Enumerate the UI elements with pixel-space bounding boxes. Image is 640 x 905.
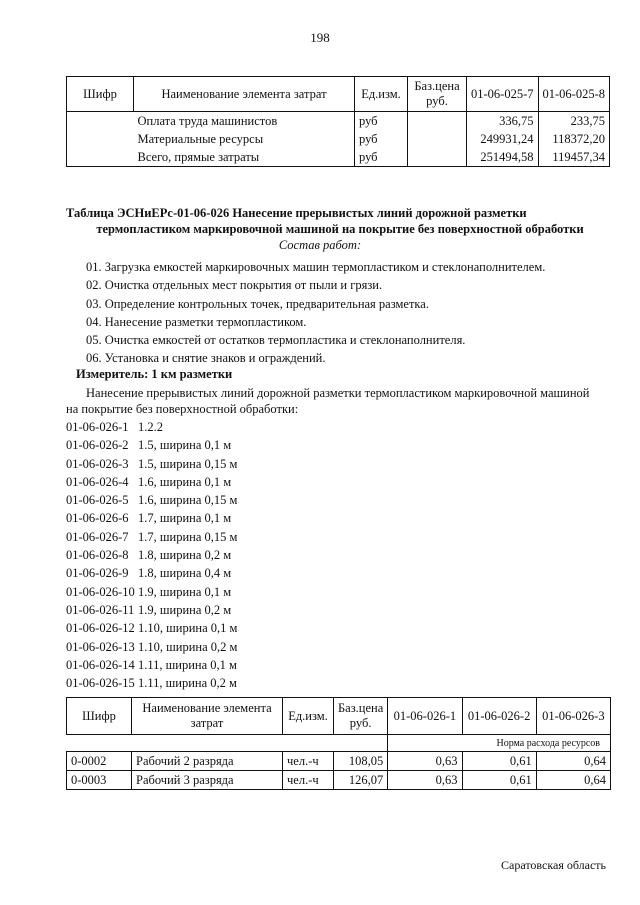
section-title-line2: термопластиком маркировочной машиной на покрытие без поверхностной обработки <box>96 222 584 236</box>
section-title <box>66 205 614 237</box>
list-item <box>66 436 237 454</box>
code: 01-06-026-12 <box>66 621 135 636</box>
row-unit: чел.-ч <box>283 752 334 771</box>
table-row <box>67 771 611 790</box>
code-text: 1.7, ширина 0,1 м <box>138 511 232 526</box>
row-value-2: 118372,20 <box>538 130 610 148</box>
list-item <box>66 509 237 527</box>
row-name: Рабочий 2 разряда <box>132 752 283 771</box>
row-base: 126,07 <box>334 771 388 790</box>
code-text: 1.7, ширина 0,15 м <box>138 529 238 544</box>
table-row <box>67 148 610 167</box>
code-text: 1.10, ширина 0,2 м <box>138 639 238 654</box>
row-code <box>67 148 134 167</box>
header-col-025-7: 01-06-025-7 <box>467 77 539 112</box>
row-value-1: 336,75 <box>467 112 539 131</box>
list-item <box>66 491 237 509</box>
table-row <box>67 130 610 148</box>
resources-table-026 <box>66 697 611 790</box>
code: 01-06-026-1 <box>66 420 129 434</box>
row-code: 0-0002 <box>67 752 132 771</box>
code-text: 1.10, ширина 0,1 м <box>138 621 238 636</box>
header-code: Шифр <box>67 77 134 112</box>
code-text: 1.8, ширина 0,4 м <box>138 566 232 581</box>
row-value-3: 0,64 <box>536 752 610 771</box>
list-item <box>66 546 237 564</box>
row-unit: руб <box>355 130 408 148</box>
code: 01-06-026-9 <box>66 566 129 581</box>
code-text: 1.9, ширина 0,1 м <box>138 584 232 599</box>
list-item <box>66 564 237 582</box>
header-col-026-1: 01-06-026-1 <box>388 698 462 735</box>
row-value-1: 0,63 <box>388 771 462 790</box>
header-base-price: Баз.цена руб. <box>334 698 388 735</box>
list-item <box>66 583 237 601</box>
code: 01-06-026-8 <box>66 548 129 563</box>
description <box>66 385 614 417</box>
code: 01-06-026-13 <box>66 639 135 654</box>
row-value-3: 0,64 <box>536 771 610 790</box>
norma-row <box>67 735 611 752</box>
list-item <box>66 528 237 546</box>
code-text: 1.6, ширина 0,15 м <box>138 493 238 508</box>
row-name: Материальные ресурсы <box>134 130 355 148</box>
description-line2: на покрытие без поверхностной обработки: <box>66 402 299 416</box>
row-base <box>408 112 467 131</box>
row-base <box>408 130 467 148</box>
codes-list <box>66 418 237 692</box>
works-list <box>86 258 545 368</box>
row-unit: руб <box>355 112 408 131</box>
row-value-2: 0,61 <box>462 771 536 790</box>
row-code <box>67 112 134 131</box>
code-text: 1.8, ширина 0,2 м <box>138 548 232 563</box>
code: 01-06-026-10 <box>66 584 135 599</box>
page-number: 198 <box>310 30 330 45</box>
header-name: Наименование элемента затрат <box>134 77 355 112</box>
code: 01-06-026-3 <box>66 456 129 471</box>
code-text: 1.2.2 <box>138 420 163 434</box>
table-row <box>67 112 610 131</box>
code-text: 1.5, ширина 0,1 м <box>138 438 232 453</box>
list-item: 03. Определение контрольных точек, предварительная разметка. <box>86 296 429 311</box>
header-name: Наименование элемента затрат <box>132 698 283 735</box>
list-item <box>66 601 237 619</box>
row-value-1: 0,63 <box>388 752 462 771</box>
list-item: 05. Очистка емкостей от остатков термопластика и стеклонаполнителя. <box>86 333 466 348</box>
code: 01-06-026-14 <box>66 657 135 672</box>
code: 01-06-026-5 <box>66 493 129 508</box>
section-title-line1: Таблица ЭСНиЕРс-01-06-026 Нанесение прерывистых линий дорожной разметки <box>66 206 527 220</box>
list-item <box>66 674 237 692</box>
code: 01-06-026-11 <box>66 602 135 617</box>
description-line1: Нанесение прерывистых линий дорожной разметки термопластиком маркировочной машиной <box>86 386 590 400</box>
list-item <box>66 638 237 656</box>
row-unit: чел.-ч <box>283 771 334 790</box>
code: 01-06-026-7 <box>66 529 129 544</box>
works-heading: Состав работ: <box>278 238 362 252</box>
code-text: 1.9, ширина 0,2 м <box>138 602 232 617</box>
row-name: Рабочий 3 разряда <box>132 771 283 790</box>
header-col-025-8: 01-06-025-8 <box>538 77 610 112</box>
code: 01-06-026-15 <box>66 676 135 691</box>
header-base-price: Баз.цена руб. <box>408 77 467 112</box>
code-text: 1.11, ширина 0,1 м <box>138 657 237 672</box>
costs-table-025 <box>66 76 610 167</box>
norma-label: Норма расхода ресурсов <box>388 735 611 752</box>
list-item: 06. Установка и снятие знаков и ограждений. <box>86 351 326 366</box>
row-name: Оплата труда машинистов <box>134 112 355 131</box>
measure-unit: Измеритель: 1 км разметки <box>76 367 233 381</box>
list-item <box>66 418 237 436</box>
code-text: 1.5, ширина 0,15 м <box>138 456 238 471</box>
row-value-2: 233,75 <box>538 112 610 131</box>
header-unit: Ед.изм. <box>283 698 334 735</box>
list-item: 02. Очистка отдельных мест покрытия от пыли и грязи. <box>86 278 383 293</box>
header-code: Шифр <box>67 698 132 735</box>
row-name: Всего, прямые затраты <box>134 148 355 167</box>
code: 01-06-026-4 <box>66 474 129 489</box>
header-col-026-3: 01-06-026-3 <box>536 698 610 735</box>
table-row <box>67 752 611 771</box>
list-item: 04. Нанесение разметки термопластиком. <box>86 314 307 329</box>
region-footer: Саратовская область <box>500 858 606 872</box>
list-item <box>66 656 237 674</box>
header-unit: Ед.изм. <box>355 77 408 112</box>
row-value-2: 0,61 <box>462 752 536 771</box>
code-text: 1.6, ширина 0,1 м <box>138 474 232 489</box>
list-item <box>66 455 237 473</box>
row-code: 0-0003 <box>67 771 132 790</box>
list-item <box>66 473 237 491</box>
row-value-2: 119457,34 <box>538 148 610 167</box>
row-base: 108,05 <box>334 752 388 771</box>
header-col-026-2: 01-06-026-2 <box>462 698 536 735</box>
row-value-1: 249931,24 <box>467 130 539 148</box>
row-base <box>408 148 467 167</box>
row-value-1: 251494,58 <box>467 148 539 167</box>
row-code <box>67 130 134 148</box>
row-unit: руб <box>355 148 408 167</box>
code: 01-06-026-6 <box>66 511 129 526</box>
list-item <box>66 619 237 637</box>
code: 01-06-026-2 <box>66 438 129 453</box>
list-item: 01. Загрузка емкостей маркировочных машин термопластиком и стеклонаполнителем. <box>86 260 546 274</box>
code-text: 1.11, ширина 0,2 м <box>138 676 237 691</box>
